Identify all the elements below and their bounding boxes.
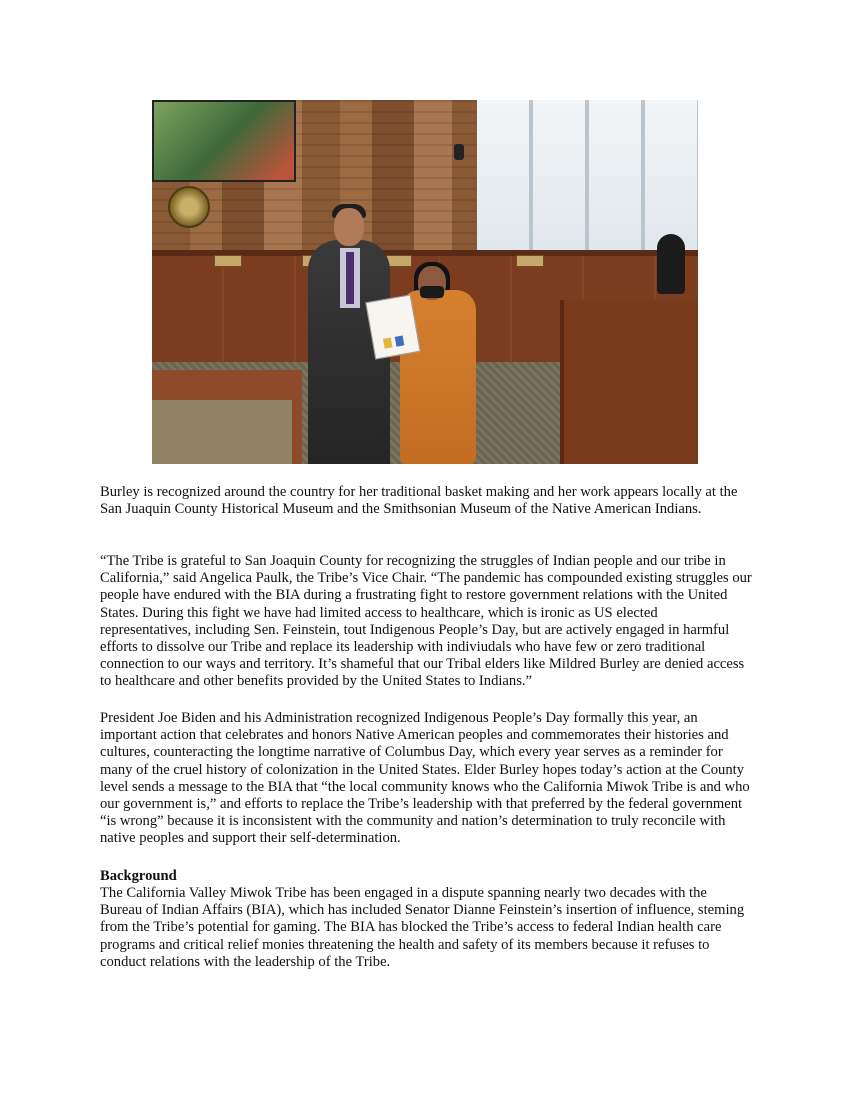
security-camera [454,144,464,160]
ribbon-icon [395,335,405,346]
paragraph [100,484,752,518]
ceremony-photo [152,100,698,464]
paragraph-text: President Joe Biden and his Administration recognized Indigenous People’s Day formally this year, an important action that celebrates and honors Native American peoples and commemorates their histories and cultures, counteracting the longtime narrative of Columbus Day, which every year serves as a reminder for many of the cruel history of colonization in the United States. Elder Burley hopes today’s action at the County level sends a message to the BIA that “the local community knows who the California Miwok Tribe is and who our government is,” and efforts to replace the Tribe’s leadership with that preferred by the federal government “is wrong” because it is inconsistent with the community and nation’s determination to truly reconcile with native peoples and support their self-determination. [100,710,750,847]
podium-countertop [152,400,292,464]
face-mask [420,286,444,298]
face [334,208,364,246]
paragraph [100,885,752,971]
lectern [560,300,698,464]
paragraph [100,710,752,848]
photographer [657,234,685,294]
nameplate [214,255,242,267]
paragraph-text: Burley is recognized around the country for her traditional basket making and her work appears locally at the San Juaquin County Historical Museum and the Smithsonian Museum of the Native American Indians. [100,484,738,518]
county-seal [168,186,210,228]
proclamation-certificate [365,294,420,359]
paragraph-text: The California Valley Miwok Tribe has been engaged in a dispute spanning nearly two decades with the Bureau of Indian Affairs (BIA), which has included Senator Dianne Feinstein’s insertion of influence, steming from the Tribe’s potential for gaming. The BIA has blocked the Tribe’s access to federal Indian health care programs and critical relief monies threatening the health and safety of its members because it refuses to conduct relations with the leadership of the Tribe. [100,885,745,970]
ribbon-icon [383,338,393,349]
tie [346,252,354,304]
section-heading: Background [100,868,177,884]
paragraph [100,553,752,691]
display-screen [152,100,296,182]
nameplate [516,255,544,267]
paragraph-text: “The Tribe is grateful to San Joaquin County for recognizing the struggles of Indian people and our tribe in California,” said Angelica Paulk, the Tribe’s Vice Chair. “The pandemic has compounded existing struggles our people have endured with the BIA during a frustrating fight to restore government relations with the United States. During this fight we have had limited access to healthcare, which is ironic as US elected representatives, including Sen. Feinstein, tout Indigenous People’s Day, but are actively engaged in harmful efforts to dissolve our Tribe and replace its leadership with indiviudals who have few or zero traditional connection to our ways and territory. It’s shameful that our Tribal elders like Mildred Burley are denied access to healthcare and other benefits provided by the United States to Indians.” [100,553,752,690]
